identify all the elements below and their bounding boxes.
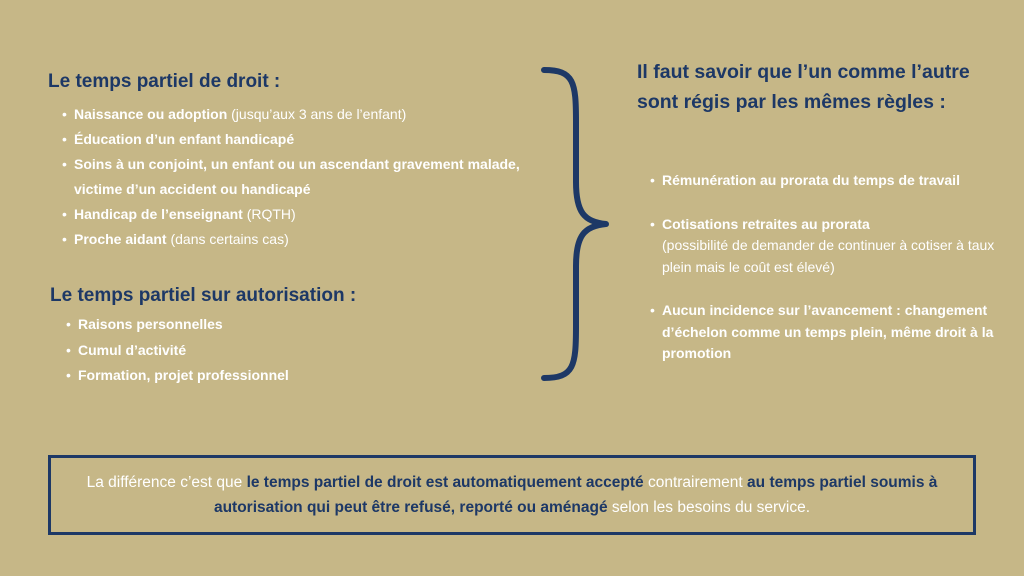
list-item xyxy=(66,338,366,364)
item-bold-text: Cotisations retraites au prorata xyxy=(662,215,870,232)
note-text-part: contrairement xyxy=(643,474,748,491)
item-bold-text: Aucun incidence sur l’avancement : changement d’échelon comme un temps plein, même droit à la promotion xyxy=(662,302,994,361)
droit-list xyxy=(62,102,532,252)
item-bold-text: Proche aidant xyxy=(74,231,167,247)
item-bold-text: Éducation d’un enfant handicapé xyxy=(74,131,295,147)
difference-note-text xyxy=(75,470,949,520)
item-bold-text: Formation, projet professionnel xyxy=(78,367,289,383)
item-bold-text: Cumul d’activité xyxy=(78,341,187,358)
list-item xyxy=(62,227,532,252)
list-item xyxy=(62,202,532,227)
section-title-regles-communes: Il faut savoir que l’un comme l’autre sont régis par les mêmes règles : xyxy=(637,61,970,113)
curly-brace-icon xyxy=(536,64,616,386)
item-bold-text: Soins à un conjoint, un enfant ou un ascendant gravement malade, victime d’un accident ou handicapé xyxy=(74,156,520,197)
list-item xyxy=(66,312,366,338)
list-item xyxy=(62,152,532,202)
item-normal-text: (jusqu’aux 3 ans de l’enfant) xyxy=(227,106,407,122)
list-item xyxy=(66,363,366,389)
list-item xyxy=(62,127,532,152)
note-text-part: La différence c’est que xyxy=(86,474,247,491)
item-normal-text: (dans certains cas) xyxy=(166,231,289,247)
list-item xyxy=(650,170,1000,192)
list-item xyxy=(62,102,532,127)
item-bold-text: Handicap de l’enseignant xyxy=(74,206,243,222)
section-title-temps-partiel-de-droit: Le temps partiel de droit : xyxy=(48,71,281,92)
note-highlight: le temps partiel de droit est automatiquement accepté xyxy=(246,474,644,491)
note-highlight: au temps partiel soumis à autorisation qui peut être refusé, reporté ou aménagé xyxy=(213,474,938,516)
item-normal-text: (possibilité de demander de continuer à cotiser à taux plein mais le coût est élevé) xyxy=(662,237,995,275)
section-title-temps-partiel-sur-autorisation: Le temps partiel sur autorisation : xyxy=(50,285,357,306)
regles-list xyxy=(650,170,1000,387)
item-normal-text: (RQTH) xyxy=(242,206,296,222)
autorisation-list xyxy=(66,312,366,389)
difference-note-box xyxy=(48,455,976,535)
item-bold-text: Naissance ou adoption xyxy=(74,106,228,122)
list-item xyxy=(650,214,1000,279)
item-bold-text: Raisons personnelles xyxy=(78,316,223,332)
list-item xyxy=(650,300,1000,365)
item-bold-text: Rémunération au prorata du temps de travail xyxy=(662,172,960,188)
note-text-part: selon les besoins du service. xyxy=(607,499,811,516)
